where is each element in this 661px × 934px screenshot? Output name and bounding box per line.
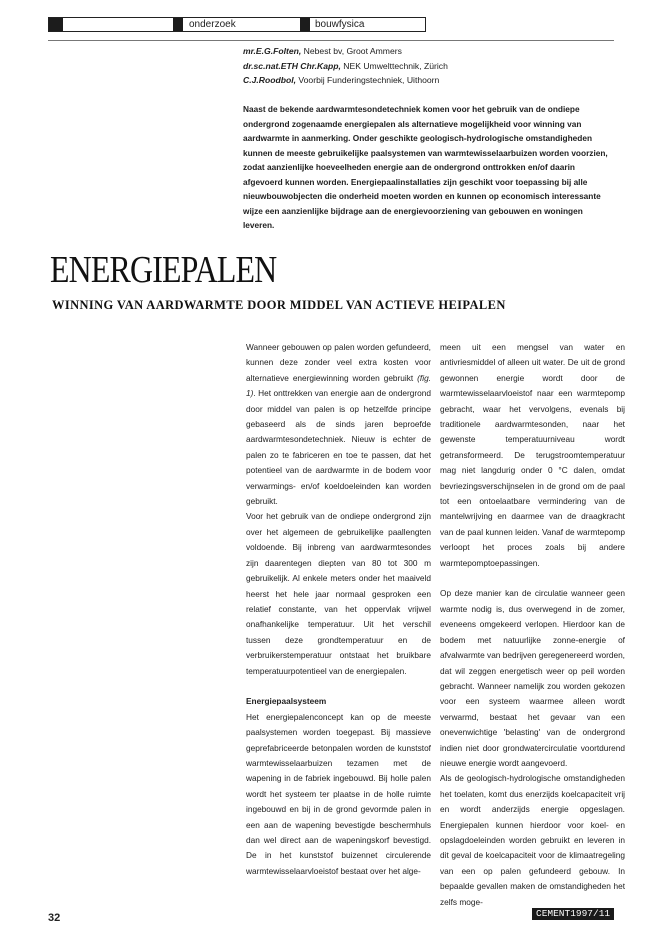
author-name: C.J.Roodbol, <box>243 75 296 85</box>
lead-text: Naast de bekende aardwarmtesondetechniek komen voor het gebruik van de ondiepe ondergrond zogenaamde energiepalen als alternatieve mogelijkheid voor winning van aardwarmte in aanmerking. Onder geschikte geologisch-hydrologische omstandigheden kunnen de meeste gebruikelijke paalsystemen van warmtewisselaarbuizen worden voorzien, zodat aanzienlijke hoeveelheden energie aan de ondergrond onttrokken en/of daarin afgevoerd kunnen worden. Energiepaalinstallaties zijn geschikt voor toepassing bij alle nieuwbouwobjecten die onderheid moeten worden en kunnen op economisch interessante wijze een aanzienlijke bijdrage aan de energievoorziening van gebouwen en woningen leveren. <box>243 104 608 230</box>
header-block-left <box>49 18 63 31</box>
body-paragraph <box>246 340 431 509</box>
body-text: Wanneer gebouwen op palen worden gefundeerd, kunnen deze zonder veel extra kosten voor alternatieve energiewinning worden gebruikt <box>246 342 431 383</box>
author-line <box>243 73 448 88</box>
header-block-bouwfysica <box>300 18 310 31</box>
article-subtitle: WINNING VAN AARDWARMTE DOOR MIDDEL VAN ACTIEVE HEIPALEN <box>52 297 506 312</box>
author-name: mr.E.G.Folten, <box>243 46 302 56</box>
figure-reference: (fig. 1) <box>246 372 431 399</box>
section-label-onderzoek: onderzoek <box>189 19 236 30</box>
header-rule <box>48 40 614 41</box>
author-affiliation: NEK Umwelttechnik, Zürich <box>343 60 448 71</box>
author-list <box>243 44 448 88</box>
body-text: . Het onttrekken van energie aan de ondergrond door middel van palen is op hetzelfde principe gebaseerd als de sinds jaren beproefde aardwarmtesondetechniek. Nieuw is echter de palen zo te fabriceren en toe te passen, dat het potentieel van de aardwarmte in de bodem voor verwarmings- en/of koeldoeleinden kan worden gebruikt. <box>246 388 431 507</box>
lead-paragraph <box>243 102 613 233</box>
body-paragraph: Als de geologisch-hydrologische omstandigheden het toelaten, komt dus enerzijds koelcapaciteit vrij en wordt anderzijds energie opgeslagen. Energiepalen kunnen hierdoor voor koel- en opslagdoeleinden worden gebruikt en leveren in dit geval de koelcapaciteit voor de klimaatregeling van een op palen gefundeerd gebouw. In bepaalde gevallen maken de omstandigheden het zelfs moge- <box>440 773 625 907</box>
section-header-bar <box>48 17 426 32</box>
body-column-2 <box>440 340 625 910</box>
author-affiliation: Voorbij Funderingstechniek, Uithoorn <box>298 75 440 85</box>
body-paragraph: Voor het gebruik van de ondiepe ondergrond zijn over het algemeen de gebruikelijke paallengten voldoende. Bij inbreng van aardwarmtesondes zijn daarentegen diepten van 80 tot 300 m gebruikelijk. Al enkele meters onder het maaiveld heerst het hele jaar normaal gesproken een relatief constante, van het oppervlak vrijwel onafhankelijke temperatuur. Uit het verschil tussen deze grondtemperatuur en de verbruikerstemperatuur ontstaat het bruikbare temperatuurpotentieel van de energiepalen. <box>246 511 431 676</box>
body-paragraph: Op deze manier kan de circulatie wanneer geen warmte nodig is, dus overwegend in de zomer, eveneens omgekeerd verlopen. Hierdoor kan de bodem met natuurlijke zonne-energie of afvalwarmte van bedrijven geregenereerd worden, dat wil zeggen energetisch weer op peil worden gebracht. Wanneer namelijk zou worden gekozen voor een systeem waarmee alleen wordt verwarmd, bestaat het gevaar van een onevenwichtige 'belasting' van de ondergrond indien niet door grondwatercirculatie voortdurend nieuwe energie wordt aangevoerd. <box>440 588 625 768</box>
body-column-1 <box>246 340 431 879</box>
author-affiliation: Nebest bv, Groot Ammers <box>303 46 402 56</box>
author-line <box>243 59 448 74</box>
section-heading: Energiepaalsysteem <box>246 696 327 707</box>
page-number: 32 <box>48 912 61 924</box>
author-line <box>243 44 448 59</box>
author-name: dr.sc.nat.ETH Chr.Kapp, <box>243 60 341 71</box>
article-title: ENERGIEPALEN <box>50 249 277 291</box>
body-paragraph: Het energiepalenconcept kan op de meeste paalsystemen worden toegepast. Bij massieve geprefabriceerde betonpalen worden de kunststof warmtewisselaarbuizen tezamen met de wapening in de fabriek ingebouwd. Bij holle palen wordt het systeem ter plaatse in de holle ruimte ingebouwd en bij in de grond gevormde palen in een aan de wapening bevestigde beschermhuls dan wel direct aan de wapeningskorf bevestigd. De in het kunststof buizennet circulerende warmtewisselaarvloeistof bestaat over het alge- <box>246 711 431 876</box>
journal-issue-tag: CEMENT1997/11 <box>532 908 614 920</box>
section-label-bouwfysica: bouwfysica <box>315 19 365 30</box>
body-paragraph: meen uit een mengsel van water en antivriesmiddel of alleen uit water. De uit de grond gewonnen energie wordt door de warmtewisselaarvloeistof naar een warmtepomp gebracht, waar het vervolgens, evenals bij traditionele aardwarmtesonden, naar het gewenste temperatuurniveau wordt getransformeerd. De terugstroomtemperatuur mag niet langdurig onder 0 °C dalen, omdat bevriezingsverschijnselen in de grond om de paal tot een ontoelaatbare vermindering van de mantelwrijving en daarmee van de draagkracht van de paal kunnen leiden. Vanaf de warmtepomp verloopt het proces zoals bij andere warmtepomptoepassingen. <box>440 342 625 568</box>
header-block-onderzoek <box>173 18 183 31</box>
